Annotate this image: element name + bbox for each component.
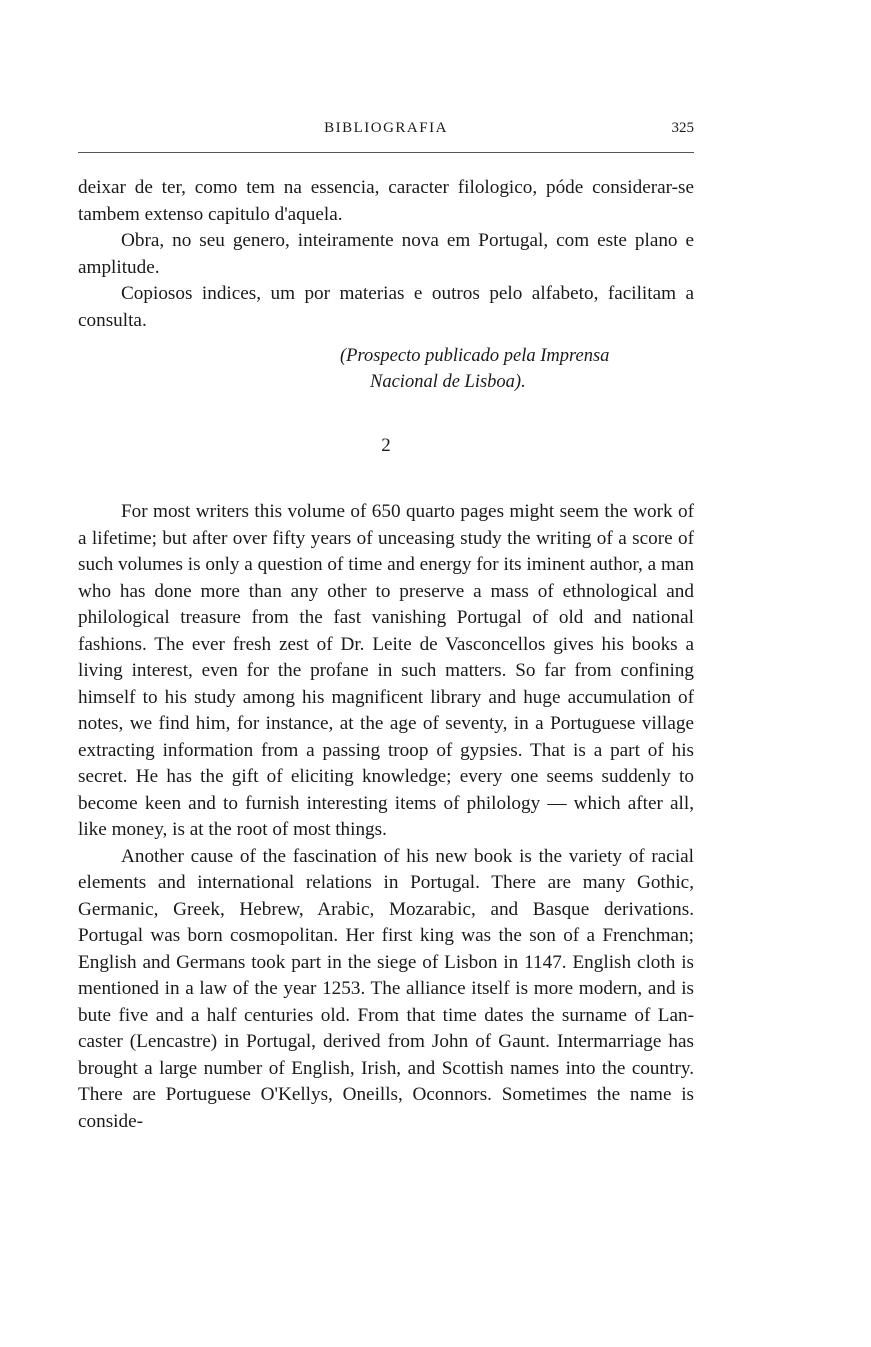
paragraph-continued: deixar de ter, como tem na essencia, caracter filologico, póde considerar-se tambem extenso capitulo d'aquela. <box>78 177 694 225</box>
paragraph: Another cause of the fascination of his new book is the variety of racial elements and international relations in Portugal. There are many Gothic, Germanic, Greek, Hebrew, Arabic, Mozarabic, and Basque derivations. Portugal was born cosmopolitan. Her first king was the son of a Frenchman; English and Germans took part in the siege of Lisbon in 1147. English cloth is mentioned in a law of the year 1253. The alliance itself is more modern, and is bute five and a half centuries old. From that time dates the surname of Lancaster (Lencastre) in Portugal, derived from John of Gaunt. Intermarriage has brought a large number of English, Irish, and Scottish names into the country. There are Portuguese O'Kellys, Oneills, Oconnors. Sometimes the name is conside- <box>78 845 694 1132</box>
running-title: BIBLIOGRAFIA <box>324 120 448 136</box>
running-head <box>78 120 694 142</box>
source-line-2: Nacional de Lisboa). <box>370 372 526 392</box>
header-rule <box>78 152 694 153</box>
book-page <box>78 120 694 1135</box>
section-number: 2 <box>381 435 391 456</box>
paragraph: Copiosos indices, um por materias e outros pelo alfabeto, facilitam a consulta. <box>78 283 694 331</box>
source-citation <box>340 343 694 395</box>
page-number: 325 <box>671 120 694 136</box>
source-line-1: (Prospecto publicado pela Imprensa <box>340 346 610 366</box>
paragraph: Obra, no seu genero, inteiramente nova em Portugal, com este plano e amplitude. <box>78 230 694 278</box>
paragraph: For most writers this volume of 650 quarto pages might seem the work of a lifetime; but after over fifty years of unceasing study the writing of a score of such volumes is only a question of time and energy for its iminent author, a man who has done more than any other to preserve a mass of ethnological and philological treasure from the fast vanishing Portugal of old and national fashions. The ever fresh zest of Dr. Leite de Vasconcellos gives his books a living interest, even for the profane in such matters. So far from confining himself to his study among his magnificent library and huge accumulation of notes, we find him, for instance, at the age of seventy, in a Portuguese village extracting information from a passing troop of gypsies. That is a part of his secret. He has the gift of eliciting knowledge; every one seems suddenly to become keen and to furnish interesting items of philology — which after all, like money, is at the root of most things. <box>78 501 694 840</box>
